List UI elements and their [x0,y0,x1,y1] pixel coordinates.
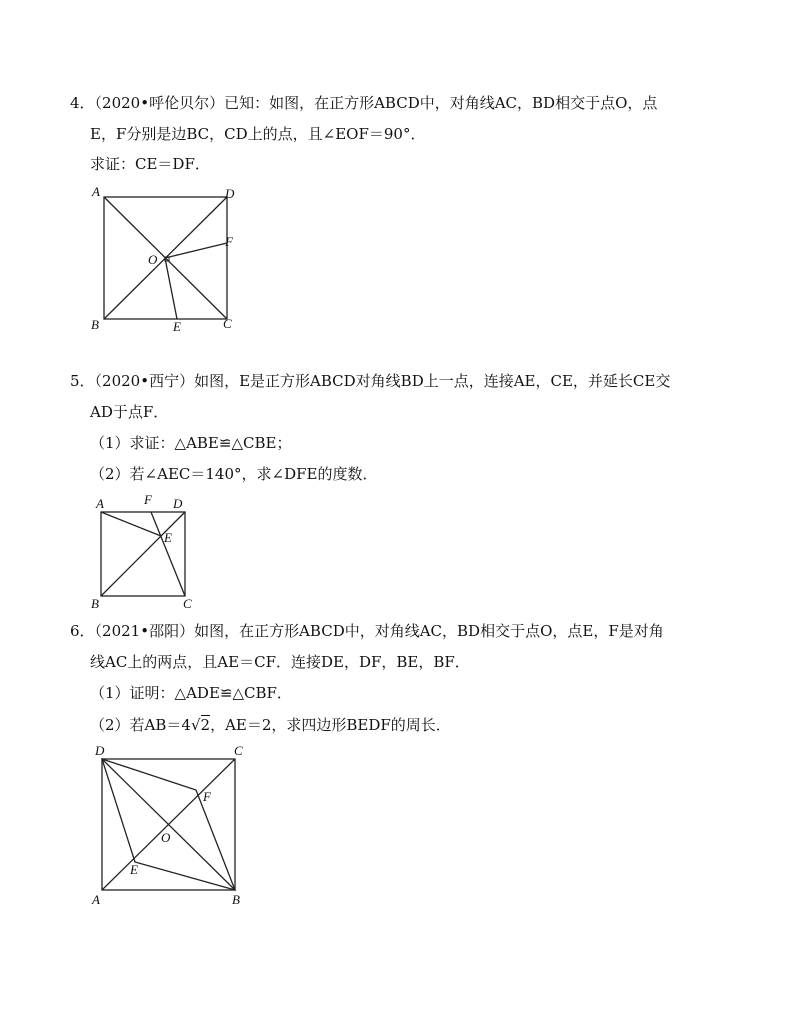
label-d: D [95,743,105,758]
problem-5-figure [85,490,215,612]
label-b: B [91,596,99,611]
problem-5-text-1: 如图，E是正方形ABCD对角线BD上一点，连接AE，CE，并延长CE交 [194,372,671,390]
problem-5-source: （2020•西宁） [94,372,195,390]
label-b: B [91,317,99,332]
problem-6-number: 6． [70,622,95,640]
problem-6-source: （2021•邵阳） [94,622,195,640]
label-e: E [164,530,172,545]
problem-4-figure [85,180,255,340]
problem-6-figure [85,738,260,908]
label-e: E [173,319,181,334]
problem-5-part-1: （1）求证：△ABE≌△CBE； [90,434,292,452]
label-c: C [223,316,232,331]
label-d: D [173,496,183,511]
segment-of [165,243,227,258]
label-e: E [130,862,138,877]
sqrt-symbol: √ [190,716,201,734]
label-f: F [225,234,233,249]
segment-cf [151,512,185,596]
problem-6-part-1: （1）证明：△ADE≌△CBF． [90,684,292,702]
label-d: D [225,186,235,201]
problem-4-source: （2020•呼伦贝尔） [94,94,225,112]
label-c: C [183,596,192,611]
problem-6-part-2-suffix: ，AE＝2，求四边形BEDF的周长． [210,716,451,734]
label-f: F [203,789,211,804]
label-f: F [144,492,152,507]
problem-4-number: 4． [70,94,95,112]
problem-6-part-2 [90,715,451,735]
label-o: O [148,252,158,267]
problem-6-line-1 [70,621,664,641]
sqrt-radicand: 2 [200,716,211,734]
diagonal-bd [101,512,185,596]
label-a: A [92,892,100,907]
label-o: O [161,830,171,845]
problem-6-line-2: 线AC上的两点，且AE＝CF．连接DE，DF，BE，BF． [90,653,470,671]
problem-5-line-1 [70,371,670,391]
problem-4-line-3: 求证：CE＝DF． [90,155,210,173]
problem-5-number: 5． [70,372,95,390]
problem-4-line-2: E，F分别是边BC，CD上的点，且∠EOF＝90°． [90,125,426,143]
problem-5-line-2: AD于点F． [90,403,169,421]
problem-4-line-1 [70,93,657,113]
problem-5-part-2: （2）若∠AEC＝140°，求∠DFE的度数． [90,465,378,483]
label-a: A [92,184,100,199]
problem-4-text-1: 已知：如图，在正方形ABCD中，对角线AC，BD相交于点O，点 [224,94,658,112]
problem-6-part-2-prefix: （2）若AB＝4 [90,716,191,734]
label-c: C [234,743,243,758]
label-b: B [232,892,240,907]
label-a: A [96,496,104,511]
problem-6-text-1: 如图，在正方形ABCD中，对角线AC，BD相交于点O，点E，F是对角 [194,622,664,640]
